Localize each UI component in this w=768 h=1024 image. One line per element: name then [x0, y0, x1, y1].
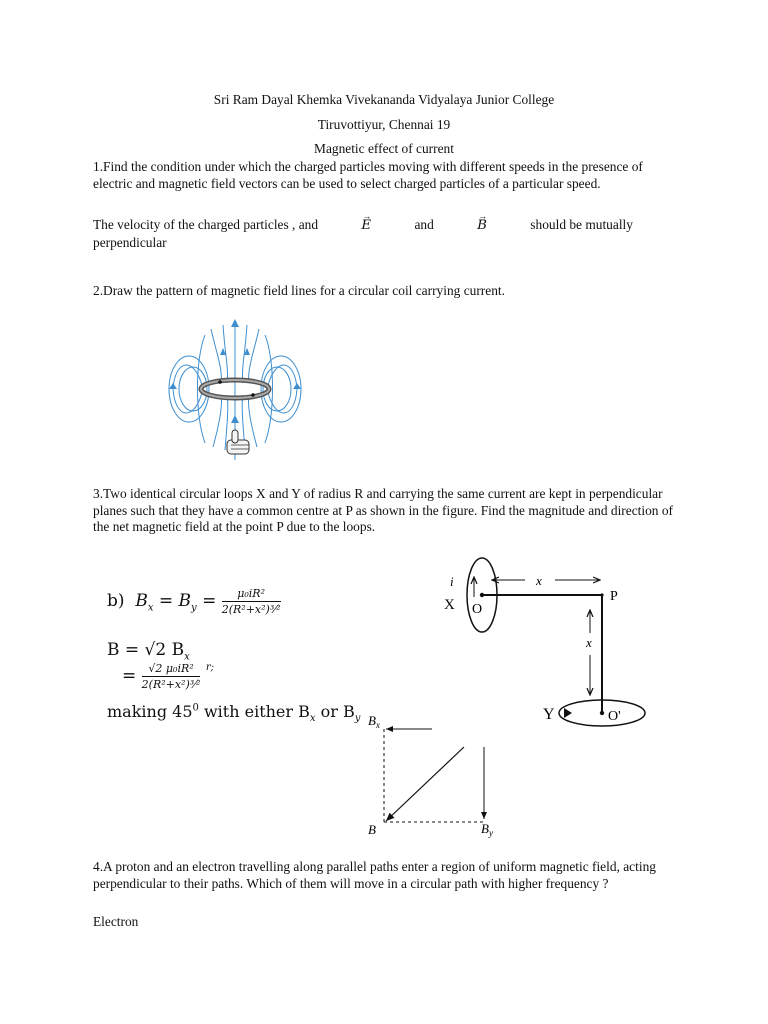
label-i: i — [450, 574, 454, 589]
vector-diagram — [360, 705, 520, 845]
q1-vector-B: → B — [477, 211, 488, 233]
label-X: X — [444, 597, 455, 613]
equation-B-expanded: = $\frac{\text{√2 μ₀iR²}}{\text{2(R²+x²)³⁄²}}$ $^{r;}$ — [122, 662, 214, 691]
label-O-prime: O' — [608, 709, 621, 724]
q4-question: 4.A proton and an electron travelling along parallel paths enter a region of uniform magnetic field, acting perpendicular to their paths. Which of them will move in a circular path with higher frequency ? — [93, 859, 656, 891]
q1-answer-line — [93, 211, 633, 235]
worksheet-subject: Magnetic effect of current — [314, 141, 454, 156]
school-name: Sri Ram Dayal Khemka Vivekananda Vidyalaya Junior College — [213, 92, 555, 107]
label-P: P — [610, 589, 618, 604]
q1-question: 1.Find the condition under which the charged particles moving with different speeds in the presence of electric and magnetic field vectors can be used to select charged particles of a particular speed. — [93, 159, 643, 191]
q1-answer-tail: should be mutually — [530, 217, 633, 232]
label-O: O — [472, 602, 483, 617]
label-By: $B_y$ — [481, 821, 493, 838]
q1-answer-perpendicular: perpendicular — [93, 235, 167, 250]
label-Bx: $B_x$ — [368, 713, 380, 730]
coil-field-lines-figure — [165, 315, 315, 465]
q1-answer-and: and — [414, 217, 434, 232]
q4-answer: Electron — [93, 914, 139, 929]
label-x-side: x — [586, 635, 592, 650]
school-location: Tiruvottiyur, Chennai 19 — [317, 117, 451, 132]
label-x-top: x — [536, 573, 542, 588]
right-hand-thumb-icon — [227, 430, 249, 454]
q1-vector-E: → E — [361, 211, 372, 233]
q3-question: 3.Two identical circular loops X and Y of radius R and carrying the same current are kept in perpendicular planes such that they have a common centre at P as shown in the figure. Find the magnitude and direction of the net magnetic field at the point P due to the loops. — [93, 486, 673, 534]
equation-B-sqrt2: B = √2 $B_x$ — [107, 640, 190, 663]
q1-answer-text: The velocity of the charged particles , and — [93, 217, 319, 232]
equation-making-45: making $45^0$ with either $B_x$ or $B_y$ — [107, 702, 361, 725]
label-B: B — [368, 822, 376, 837]
equation-b: b) $B_x = B_y$ = $\frac{\text{μ₀iR²}}{\text{2(R²+x²)³⁄²}}$ — [107, 587, 281, 616]
label-Y: Y — [543, 706, 555, 723]
q2-question: 2.Draw the pattern of magnetic field lines for a circular coil carrying current. — [93, 283, 505, 298]
